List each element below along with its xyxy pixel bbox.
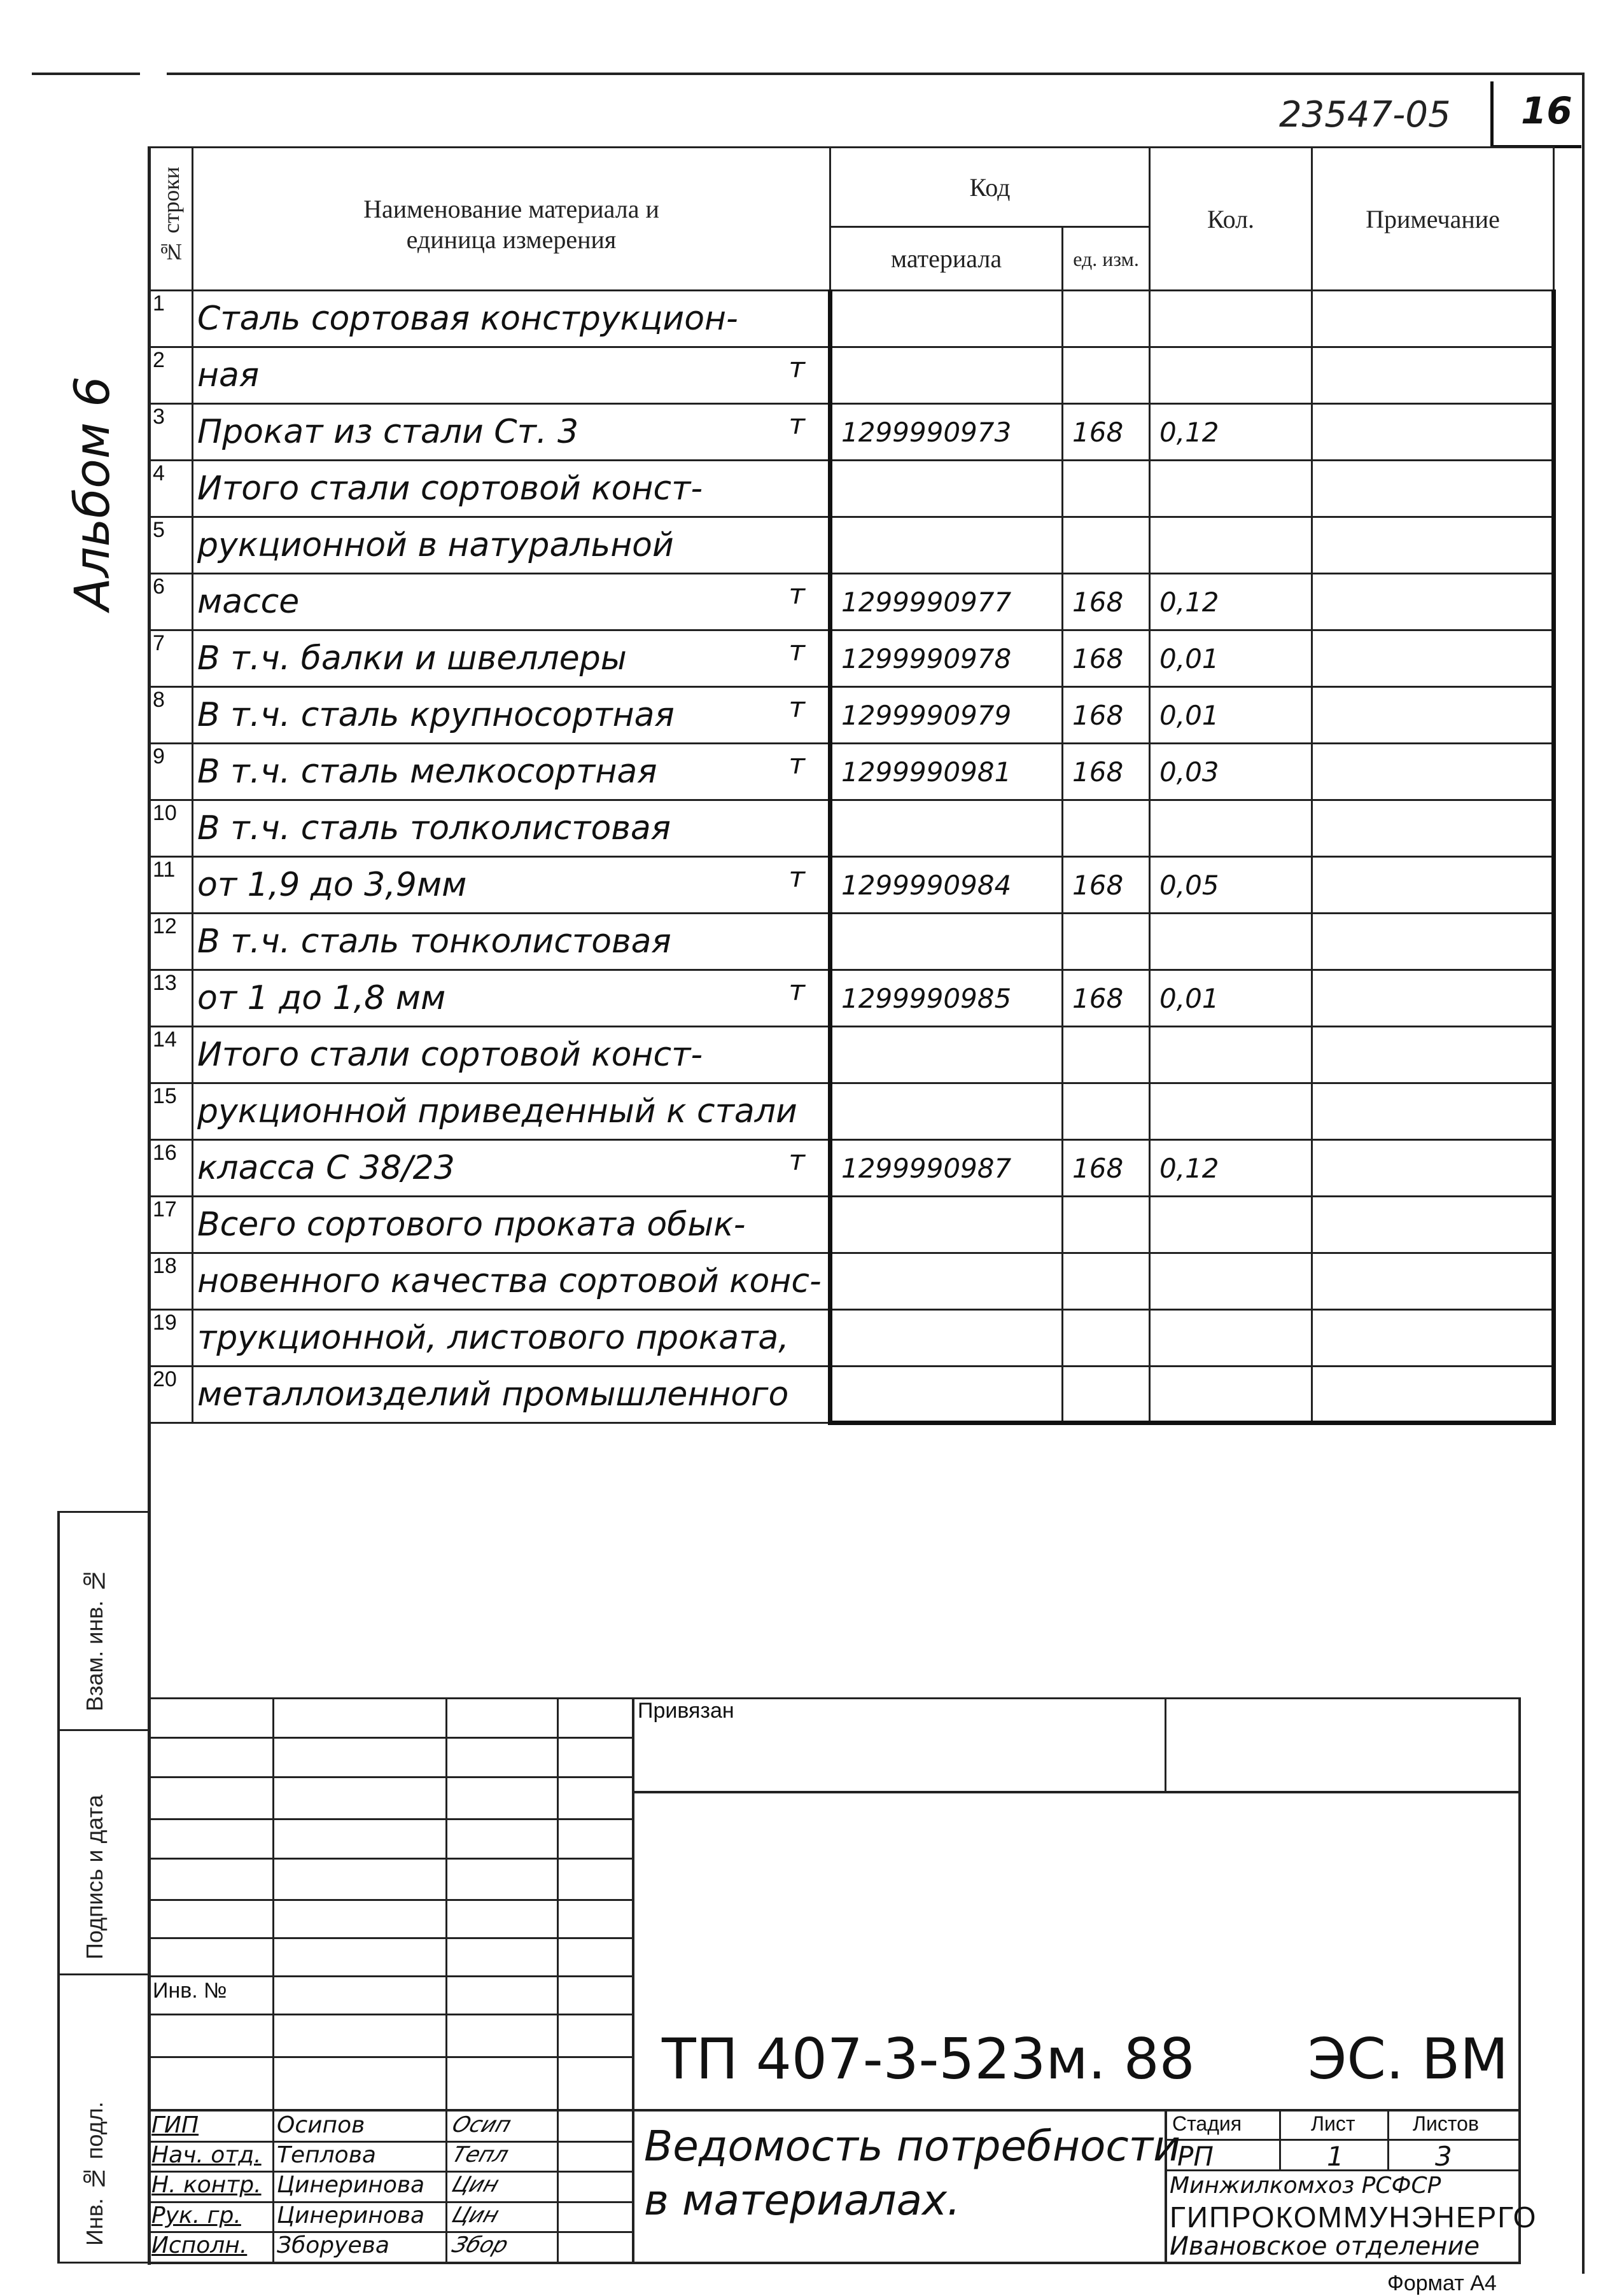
- material-name: Итого стали сортовой конст-: [193, 1027, 830, 1083]
- material-code: [830, 1253, 1063, 1310]
- material-code: [830, 800, 1063, 857]
- stamp-v4: [632, 1697, 634, 2264]
- unit-code: [1063, 291, 1150, 347]
- material-name: металлоизделий промышленного: [193, 1367, 830, 1423]
- unit-code: [1063, 1027, 1150, 1083]
- quantity: [1150, 347, 1312, 404]
- signer-name: Зборуева: [277, 2232, 389, 2258]
- material-name: В т.ч. сталь мелкосортная т: [193, 744, 830, 800]
- material-name: трукционной, листового проката,: [193, 1310, 830, 1367]
- material-code: 1299990985: [830, 970, 1063, 1027]
- title-line-2: в материалах.: [644, 2176, 961, 2225]
- quantity: 0,03: [1150, 744, 1312, 800]
- note: [1312, 1027, 1554, 1083]
- material-code: 1299990984: [830, 857, 1063, 914]
- materials-table: [148, 146, 1556, 1425]
- row-number: 17: [150, 1197, 193, 1253]
- row-number: 20: [150, 1367, 193, 1423]
- stamp-stage-v1: [1279, 2109, 1281, 2170]
- quantity: [1150, 1197, 1312, 1253]
- signer-name: Осипов: [277, 2112, 365, 2138]
- table-row: [150, 914, 1554, 970]
- material-code: [830, 914, 1063, 970]
- stamp-v3: [557, 1697, 559, 2264]
- note: [1312, 857, 1554, 914]
- header-qty: Кол.: [1150, 148, 1312, 291]
- material-name: В т.ч. балки и швеллеры т: [193, 630, 830, 687]
- sheets-label: Листов: [1413, 2112, 1479, 2135]
- material-code: [830, 1310, 1063, 1367]
- note: [1312, 630, 1554, 687]
- row-number: 7: [150, 630, 193, 687]
- header-unit-code: ед. изм.: [1063, 227, 1150, 291]
- signer-role: ГИП: [151, 2112, 199, 2138]
- top-rule-right: [167, 73, 1583, 75]
- unit-code: 168: [1063, 744, 1150, 800]
- signature: Цин: [449, 2172, 503, 2197]
- quantity: 0,12: [1150, 1140, 1312, 1197]
- unit-mark: т: [788, 692, 805, 724]
- note: [1312, 404, 1554, 461]
- unit-code: [1063, 1367, 1150, 1423]
- table-row: [150, 461, 1554, 517]
- table-row: [150, 1140, 1554, 1197]
- material-code: [830, 347, 1063, 404]
- quantity: [1150, 914, 1312, 970]
- section-code: ЭС. ВМ: [1308, 2026, 1509, 2092]
- material-name: от 1 до 1,8 мм т: [193, 970, 830, 1027]
- quantity: [1150, 1310, 1312, 1367]
- material-name: Всего сортового проката обык-: [193, 1197, 830, 1253]
- stamp-h6: [148, 1937, 634, 1939]
- stamp-h5: [148, 1899, 634, 1901]
- table-row: [150, 800, 1554, 857]
- header-code: Код: [830, 148, 1150, 227]
- row-number: 3: [150, 404, 193, 461]
- table-row: [150, 970, 1554, 1027]
- material-name: класса С 38/23 т: [193, 1140, 830, 1197]
- unit-code: 168: [1063, 630, 1150, 687]
- unit-code: [1063, 800, 1150, 857]
- vzam-inv-label: Взам. инв. №: [81, 1568, 108, 1711]
- format-label: Формат А4: [1387, 2271, 1497, 2295]
- material-code: 1299990981: [830, 744, 1063, 800]
- stage-label: Стадия: [1172, 2112, 1242, 2135]
- header-note: Примечание: [1312, 148, 1554, 291]
- margin-sep-3: [57, 1973, 150, 1975]
- stage-value: РП: [1177, 2141, 1214, 2172]
- table-row: [150, 1310, 1554, 1367]
- unit-code: 168: [1063, 574, 1150, 630]
- note: [1312, 970, 1554, 1027]
- row-number: 6: [150, 574, 193, 630]
- header-name: Наименование материала и единица измерения: [193, 148, 830, 291]
- material-name: от 1,9 до 3,9мм т: [193, 857, 830, 914]
- unit-mark: т: [788, 1145, 805, 1177]
- inv-no-label: Инв. №: [153, 1979, 227, 2003]
- table-row: [150, 630, 1554, 687]
- signer-role: Рук. гр.: [151, 2202, 241, 2229]
- note: [1312, 1140, 1554, 1197]
- stamp-v2: [445, 1697, 447, 2264]
- org-line-1: Минжилкомхоз РСФСР: [1170, 2173, 1441, 2199]
- table-row: [150, 347, 1554, 404]
- stamp-h2: [148, 1776, 634, 1778]
- note: [1312, 1197, 1554, 1253]
- unit-mark: т: [788, 635, 805, 667]
- quantity: [1150, 800, 1312, 857]
- left-frame-line: [148, 146, 151, 2265]
- table-row: [150, 1197, 1554, 1253]
- table-row: [150, 857, 1554, 914]
- stamp-h3: [148, 1818, 634, 1820]
- stamp-v1: [272, 1697, 274, 2264]
- header-row-no: № строки: [150, 148, 193, 291]
- table-row: [150, 1083, 1554, 1140]
- material-name: ная т: [193, 347, 830, 404]
- quantity: [1150, 461, 1312, 517]
- signature: Цин: [449, 2202, 503, 2228]
- right-frame-line: [1582, 73, 1585, 2274]
- note: [1312, 1083, 1554, 1140]
- unit-code: 168: [1063, 1140, 1150, 1197]
- unit-code: [1063, 517, 1150, 574]
- unit-code: [1063, 914, 1150, 970]
- material-name: В т.ч. сталь тонколистовая: [193, 914, 830, 970]
- org-line-2: ГИПРОКОММУНЭНЕРГО: [1170, 2201, 1537, 2234]
- signer-name: Цинеринова: [277, 2172, 425, 2198]
- row-number: 19: [150, 1310, 193, 1367]
- material-name: массе т: [193, 574, 830, 630]
- material-name: В т.ч. сталь крупносортная т: [193, 687, 830, 744]
- material-code: 1299990973: [830, 404, 1063, 461]
- stamp-h4: [148, 1858, 634, 1860]
- material-name: Итого стали сортовой конст-: [193, 461, 830, 517]
- unit-code: 168: [1063, 857, 1150, 914]
- unit-code: 168: [1063, 970, 1150, 1027]
- unit-mark: т: [788, 861, 805, 894]
- margin-sep-1: [57, 1511, 150, 1513]
- note: [1312, 461, 1554, 517]
- signature: Осип: [449, 2112, 515, 2138]
- left-margin-line: [57, 1511, 60, 2262]
- row-number: 12: [150, 914, 193, 970]
- note: [1312, 517, 1554, 574]
- top-rule-left: [32, 73, 140, 75]
- material-name: Прокат из стали Ст. 3 т: [193, 404, 830, 461]
- unit-code: 168: [1063, 404, 1150, 461]
- stamp-h8: [148, 2014, 634, 2015]
- quantity: [1150, 291, 1312, 347]
- unit-mark: т: [788, 408, 805, 441]
- document-number: 23547-05: [1279, 94, 1451, 136]
- material-code: [830, 461, 1063, 517]
- note: [1312, 744, 1554, 800]
- row-number: 4: [150, 461, 193, 517]
- table-row: [150, 744, 1554, 800]
- row-number: 5: [150, 517, 193, 574]
- unit-code: [1063, 1083, 1150, 1140]
- quantity: 0,01: [1150, 970, 1312, 1027]
- margin-sep-2: [57, 1729, 150, 1731]
- note: [1312, 800, 1554, 857]
- row-number: 10: [150, 800, 193, 857]
- unit-code: 168: [1063, 687, 1150, 744]
- album-label: Альбом 6: [64, 376, 120, 611]
- stamp-h9: [148, 2056, 634, 2058]
- quantity: 0,05: [1150, 857, 1312, 914]
- note: [1312, 1253, 1554, 1310]
- signature: Збор: [449, 2232, 512, 2258]
- privyazan-label: Привязан: [638, 1699, 734, 1723]
- stamp-h7: [148, 1975, 634, 1977]
- sheet-label: Лист: [1311, 2112, 1355, 2135]
- row-number: 13: [150, 970, 193, 1027]
- signer-role: Н. контр.: [151, 2172, 262, 2198]
- signer-name: Цинеринова: [277, 2202, 425, 2229]
- material-name: новенного качества сортовой конс-: [193, 1253, 830, 1310]
- signer-name: Теплова: [277, 2142, 376, 2168]
- header-material-code: материала: [830, 227, 1063, 291]
- note: [1312, 687, 1554, 744]
- row-number: 11: [150, 857, 193, 914]
- signature: Тепл: [449, 2142, 512, 2167]
- table-row: [150, 1253, 1554, 1310]
- unit-code: [1063, 461, 1150, 517]
- row-number: 9: [150, 744, 193, 800]
- material-code: 1299990979: [830, 687, 1063, 744]
- quantity: 0,12: [1150, 404, 1312, 461]
- unit-mark: т: [788, 748, 805, 781]
- note: [1312, 914, 1554, 970]
- unit-mark: т: [788, 975, 805, 1007]
- material-code: [830, 1367, 1063, 1423]
- row-number: 15: [150, 1083, 193, 1140]
- note: [1312, 574, 1554, 630]
- quantity: 0,01: [1150, 687, 1312, 744]
- sheets-value: 3: [1435, 2141, 1452, 2172]
- quantity: [1150, 1027, 1312, 1083]
- unit-mark: т: [788, 352, 805, 384]
- material-code: [830, 1027, 1063, 1083]
- stamp-right: [1518, 1697, 1521, 2264]
- note: [1312, 347, 1554, 404]
- quantity: 0,12: [1150, 574, 1312, 630]
- stamp-stage-v2: [1387, 2109, 1389, 2170]
- table-row: [150, 574, 1554, 630]
- material-name: рукционной приведенный к стали: [193, 1083, 830, 1140]
- quantity: [1150, 517, 1312, 574]
- material-code: [830, 291, 1063, 347]
- sheet-number: 16: [1521, 89, 1572, 132]
- stamp-h10: [148, 2109, 1521, 2112]
- material-code: 1299990977: [830, 574, 1063, 630]
- stamp-right-v1: [1165, 1697, 1166, 1792]
- unit-code: [1063, 1310, 1150, 1367]
- signer-role: Исполн.: [151, 2232, 248, 2258]
- sheet-value: 1: [1327, 2141, 1344, 2172]
- note: [1312, 1310, 1554, 1367]
- quantity: [1150, 1083, 1312, 1140]
- unit-mark: т: [788, 578, 805, 611]
- inv-podl-label: Инв. № подл.: [81, 2101, 108, 2246]
- material-code: 1299990987: [830, 1140, 1063, 1197]
- material-code: [830, 1083, 1063, 1140]
- material-name: В т.ч. сталь толколистовая: [193, 800, 830, 857]
- margin-sep-4: [57, 2262, 150, 2264]
- stamp-bottom: [148, 2262, 1521, 2264]
- stamp-top: [148, 1697, 1521, 1699]
- table-row: [150, 404, 1554, 461]
- quantity: [1150, 1253, 1312, 1310]
- table-row: [150, 687, 1554, 744]
- unit-code: [1063, 1253, 1150, 1310]
- table-row: [150, 517, 1554, 574]
- row-number: 18: [150, 1253, 193, 1310]
- material-code: 1299990978: [830, 630, 1063, 687]
- note: [1312, 291, 1554, 347]
- material-name: рукционной в натуральной: [193, 517, 830, 574]
- signer-role: Нач. отд.: [151, 2142, 262, 2168]
- table-row: [150, 291, 1554, 347]
- table-row: [150, 1367, 1554, 1423]
- title-line-1: Ведомость потребности: [644, 2122, 1181, 2171]
- table-row: [150, 1027, 1554, 1083]
- quantity: 0,01: [1150, 630, 1312, 687]
- org-line-3: Ивановское отделение: [1170, 2232, 1480, 2261]
- podpis-data-label: Подпись и дата: [81, 1795, 108, 1959]
- note: [1312, 1367, 1554, 1423]
- designation: ТП 407-3-523м. 88: [662, 2026, 1195, 2092]
- unit-code: [1063, 347, 1150, 404]
- row-number: 16: [150, 1140, 193, 1197]
- row-number: 14: [150, 1027, 193, 1083]
- row-number: 1: [150, 291, 193, 347]
- row-number: 2: [150, 347, 193, 404]
- material-code: [830, 517, 1063, 574]
- quantity: [1150, 1367, 1312, 1423]
- material-name: Сталь сортовая конструкцион-: [193, 291, 830, 347]
- unit-code: [1063, 1197, 1150, 1253]
- stamp-right-h1: [632, 1791, 1521, 1793]
- stamp-h1: [148, 1737, 634, 1739]
- row-number: 8: [150, 687, 193, 744]
- material-code: [830, 1197, 1063, 1253]
